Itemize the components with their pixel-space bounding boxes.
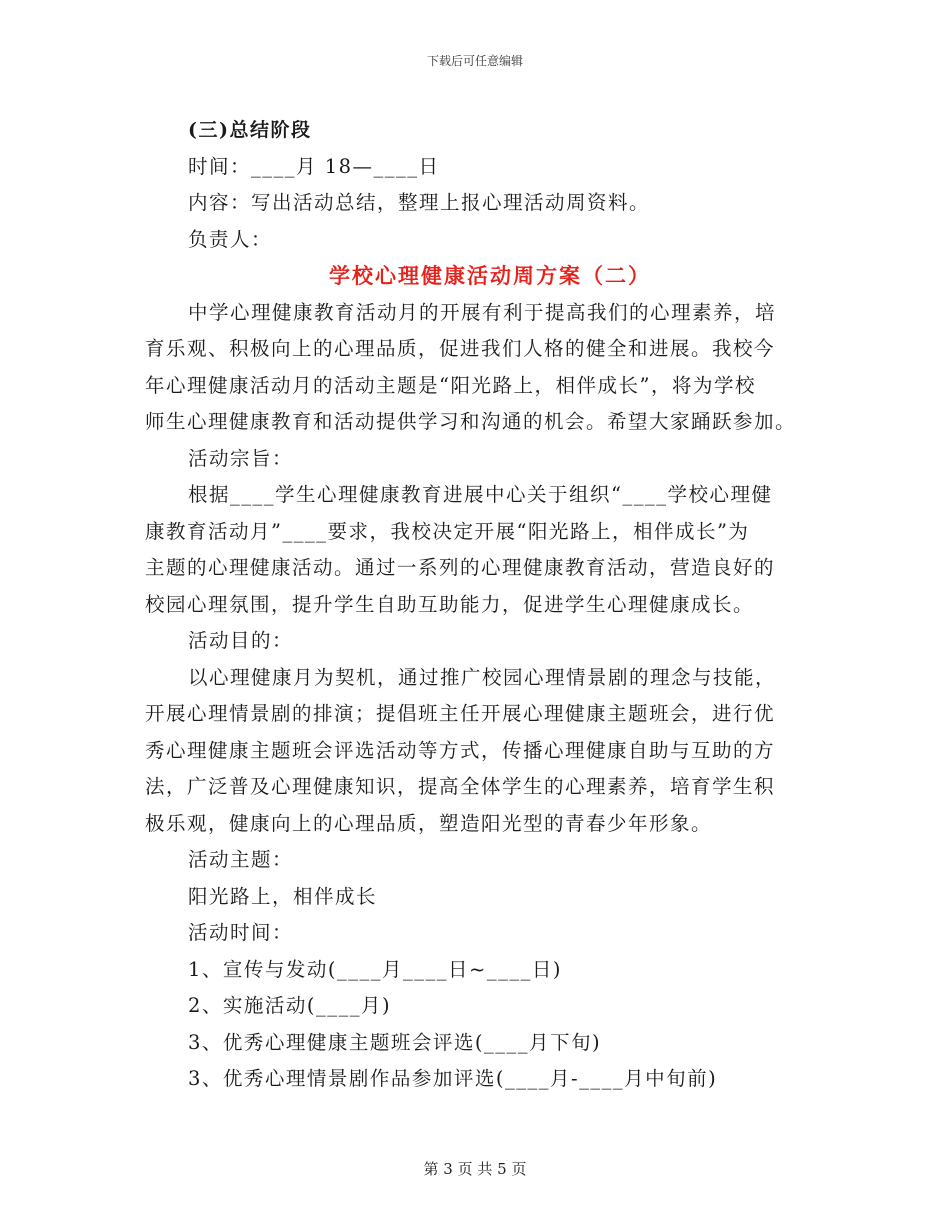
paragraph-line: 康教育活动月”____要求，我校决定开展“阳光路上，相伴成长”为 <box>145 519 750 543</box>
paragraph-line: 内容：写出活动总结，整理上报心理活动周资料。 <box>188 191 651 214</box>
paragraph-line: 开展心理情景剧的排演；提倡班主任开展心理健康主题班会，进行优 <box>145 702 776 725</box>
paragraph-line: 负责人： <box>188 227 273 251</box>
list-item: 3、优秀心理健康主题班会评选(____月下旬) <box>188 1030 602 1054</box>
list-item: 3、优秀心理情景剧作品参加评选(____月-____月中旬前) <box>188 1067 718 1090</box>
paragraph-line: 活动目的： <box>188 629 294 652</box>
list-item: 2、实施活动(____月) <box>188 994 392 1017</box>
page-footer: 第 3 页 共 5 页 <box>423 1160 527 1178</box>
paragraph-line: 活动宗旨： <box>188 446 294 470</box>
paragraph-line: 活动主题： <box>188 848 294 871</box>
list-item: 1、宣传与发动(____月____日~____日) <box>188 957 562 981</box>
section-heading: (三)总结阶段 <box>188 119 312 141</box>
paragraph-line: 主题的心理健康活动。通过一系列的心理健康教育活动，营造良好的 <box>145 556 776 579</box>
paragraph-line: 法，广泛普及心理健康知识，提高全体学生的心理素养，培育学生积 <box>145 775 776 798</box>
paragraph-line: 极乐观，健康向上的心理品质，塑造阳光型的青春少年形象。 <box>145 811 713 835</box>
paragraph-line: 以心理健康月为契机，通过推广校园心理情景剧的理念与技能， <box>188 665 777 689</box>
paragraph-line: 年心理健康活动月的活动主题是“阳光路上，相伴成长”，将为学校 <box>145 373 756 397</box>
paragraph-line: 校园心理氛围，提升学生自助互助能力，促进学生心理健康成长。 <box>145 592 755 616</box>
page-header: 下载后可任意编辑 <box>426 54 523 68</box>
paragraph-line: 秀心理健康主题班会评选活动等方式，传播心理健康自助与互助的方 <box>145 738 776 762</box>
paragraph-line: 师生心理健康教育和活动提供学习和沟通的机会。希望大家踊跃参加。 <box>145 410 797 433</box>
paragraph-line: 育乐观、积极向上的心理品质，促进我们人格的健全和进展。我校今 <box>145 337 776 360</box>
paragraph-line: 阳光路上，相伴成长 <box>188 884 378 908</box>
paragraph-line: 活动时间： <box>188 921 294 944</box>
document-title: 学校心理健康活动周方案（二） <box>329 263 651 288</box>
paragraph-line: 中学心理健康教育活动月的开展有利于提高我们的心理素养，培 <box>188 300 777 324</box>
paragraph-line: 时间：____月 18—____日 <box>188 154 440 178</box>
document-body <box>145 112 825 1098</box>
paragraph-line: 根据____学生心理健康教育进展中心关于组织“____学校心理健 <box>188 483 773 506</box>
